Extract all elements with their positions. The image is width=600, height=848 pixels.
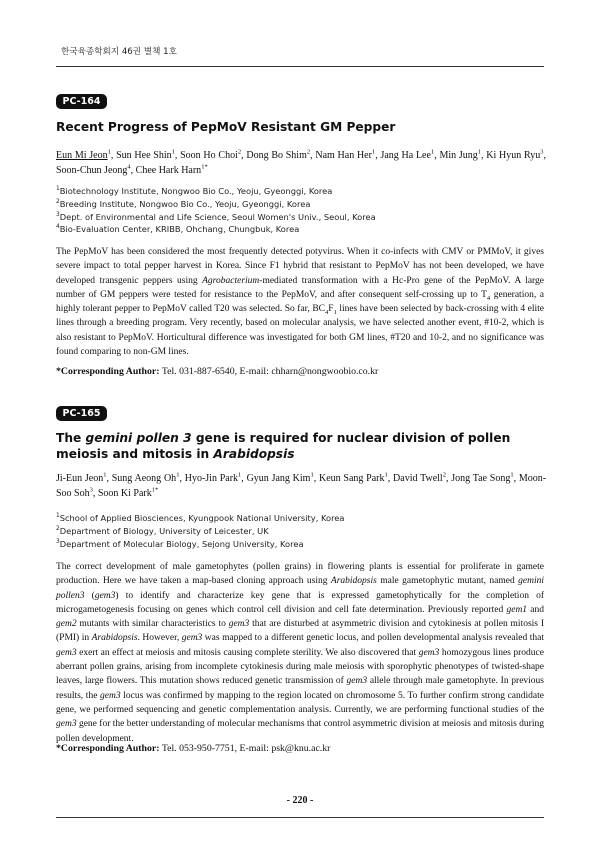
affiliation-marker: 1	[103, 471, 107, 479]
abstract-body	[56, 560, 544, 746]
affiliation-number: 3	[56, 211, 60, 218]
author-name: Dong Bo Shim	[246, 150, 307, 161]
italic-term: gem1	[506, 604, 528, 615]
abstract-code-badge: PC-165	[56, 406, 107, 421]
italic-term: gem3	[56, 719, 77, 730]
subscript: 4	[486, 294, 491, 302]
affiliation-marker: 3	[540, 148, 544, 156]
text-run: gene for the better understanding of molecular mechanisms that control asymmetric division at meiosis and mitosis during pollen development.	[56, 719, 544, 744]
author	[439, 150, 481, 161]
author	[56, 150, 111, 161]
italic-term: gem3	[346, 676, 368, 687]
corresponding-label: *Corresponding Author:	[56, 743, 160, 754]
text-run: F	[328, 304, 334, 315]
author	[247, 473, 314, 484]
italic-term: gem2	[56, 619, 77, 630]
italic-term: gemini pollen3	[56, 576, 544, 601]
text-run: was mapped to a different genetic locus, and pollen developmental analysis revealed that	[202, 633, 544, 644]
author	[319, 473, 388, 484]
author	[180, 150, 241, 161]
italic-term: gemini pollen 3	[85, 431, 192, 445]
corresponding-label: *Corresponding Author:	[56, 366, 160, 377]
author	[56, 473, 106, 484]
author-name: Nam Han Her	[315, 150, 372, 161]
text-run: The	[56, 431, 86, 445]
subscript: 4	[325, 309, 329, 317]
affiliation-marker: 2	[237, 148, 242, 156]
italic-term: gem3	[228, 619, 250, 630]
affiliation-text: Biotechnology Institute, Nongwoo Bio Co., Yeoju, Gyeonggi, Korea	[59, 186, 333, 196]
author-name: Eun Mi Jeon	[56, 150, 108, 161]
author-name: Jong Tae Song	[451, 473, 511, 484]
author-list: Ji-Eun Jeon$^1$, Sung Aeong Oh$^1$, Hyo-Jin Park$^1$, Gyun Jang Kim$^1$, Keun Sang Park$^1$, David Twell$^2$, Jong Tae Song$^1$, Moon-Soo Soh$^3$, Soon Ki Park$^{1*}$	[56, 471, 547, 499]
text-run: homozygous lines produce aberrant pollen grains, arising from incomplete cytokinesis during male meiosis with sporophytic phenotypes of twisted-shape leaves, large flowers. This mutation shows reduced genetic transmission of	[56, 647, 544, 687]
text-run: male gametophytic mutant, named	[376, 576, 519, 587]
affiliation-marker: 1	[371, 148, 376, 156]
affiliation-marker: 3	[89, 486, 93, 494]
affiliation-marker: 1	[510, 471, 514, 479]
affiliation-marker: 1*	[151, 486, 159, 494]
text-run: that are disturbed at asymmetric division and cytokinesis at pollen mitosis I (PMI) in	[56, 619, 544, 644]
author-name: Soon Ki Park	[97, 488, 152, 499]
author-name: Ji-Eun Jeon	[56, 473, 104, 484]
text-run: -mediated transformation with a Hc-Pro gene of the PepMoV. A large number of GM peppers were tested for resistance to the PepMoV, and after consequent self-crossing up to T	[56, 275, 544, 300]
italic-term: gem3	[56, 647, 77, 658]
italic-term: gem3	[94, 590, 116, 601]
author-name: Ki Hyun Ryu	[486, 150, 541, 161]
footer-divider	[56, 817, 544, 818]
author	[315, 150, 375, 161]
affiliation-marker: 4	[127, 163, 131, 171]
affiliation-text: Department of Molecular Biology, Sejong University, Korea	[59, 538, 304, 549]
header-divider	[56, 66, 544, 67]
affiliation-marker: 1	[176, 471, 180, 479]
text-run: lines have been selected by back-crossing with 4 elite lines through a breeding program. Very recently, based on molecular analysis, we have selected another event, #10-2, which is also resistant to PepMoV. Horticultural difference was investigated for both GM lines, #T20 and 10-2, and no significance was found comparing to non-GM lines.	[56, 304, 544, 358]
affiliation-marker: 1	[384, 471, 388, 479]
author	[486, 150, 543, 161]
author-name: Soon-Chun Jeong	[56, 165, 128, 176]
author	[112, 473, 180, 484]
affiliation-marker: 1	[238, 471, 242, 479]
text-run: ) to identify and characterize key gene that is expressed gametophytically for the completion of microgametogenesis focusing on genes which control cell division and cell fate determination. Previously reported	[56, 590, 544, 615]
abstract-title	[56, 430, 544, 462]
text-run: . However,	[137, 633, 182, 644]
author-name: Sung Aeong Oh	[111, 473, 177, 484]
author	[380, 150, 434, 161]
affiliation-line	[56, 525, 544, 538]
italic-term: gem3	[181, 633, 203, 644]
affiliation-marker: 1*	[201, 163, 208, 171]
text-run: mutants with similar characteristics to	[76, 619, 229, 630]
author-name: David Twell	[393, 473, 443, 484]
abstract-title: Recent Progress of PepMoV Resistant GM Pepper	[56, 120, 396, 134]
affiliation-number: 3	[56, 538, 60, 545]
italic-term: Arabidopsis	[213, 447, 295, 461]
affiliation-text: Bio-Evaluation Center, KRIBB, Ohchang, Chungbuk, Korea	[59, 224, 300, 235]
affiliation-list	[56, 185, 544, 236]
author-name: Hyo-Jin Park	[184, 473, 239, 484]
corresponding-author	[56, 366, 378, 377]
text-run: The PepMoV has been considered the most frequently detected potyvirus. When it co-infects with CMV or PMMoV, it gives severe impact to total pepper harvest in Korea. Since F1 hybrid that resistant to PepMoV has not been developed, we have developed transgenic peppers using	[56, 247, 544, 286]
author-name: Gyun Jang Kim	[246, 473, 311, 484]
corresponding-contact: Tel. 053-950-7751, E-mail: psk@knu.ac.kr	[161, 743, 331, 754]
author	[451, 473, 513, 484]
affiliation-line	[56, 198, 544, 211]
affiliation-text: School of Applied Biosciences, Kyungpook National University, Korea	[59, 513, 345, 523]
author	[246, 150, 310, 161]
corresponding-contact: Tel. 031-887-6540, E-mail: chharn@nongwoobio.co.kr	[161, 366, 379, 377]
affiliation-line	[56, 512, 544, 525]
author-list: Eun Mi Jeon$^1$, Sun Hee Shin$^1$, Soon Ho Choi$^2$, Dong Bo Shim$^2$, Nam Han Her$^1$, Jang Ha Lee$^1$, Min Jung$^1$, Ki Hyun Ryu$^3$, Soon-Chun Jeong$^4$, Chee Hark Harn$^{1*}$	[56, 148, 546, 176]
affiliation-line	[56, 211, 544, 224]
italic-term: Agrobacterium	[202, 275, 260, 286]
affiliation-number: 4	[56, 224, 60, 231]
affiliation-marker: 1	[477, 148, 481, 156]
author-name: Jang Ha Lee	[380, 150, 431, 161]
abstract-body	[56, 245, 544, 359]
affiliation-line	[56, 185, 544, 198]
text-run: The correct development of male gametophytes (pollen grains) in flowering plants is essential for proliferate in gamete production. Here we have taken a map-based cloning approach using	[56, 562, 544, 587]
affiliation-marker: 1	[107, 148, 111, 156]
subscript: 1	[333, 309, 337, 317]
author-name: Chee Hark Harn	[135, 165, 202, 176]
text-run: (	[84, 590, 95, 601]
author-name: Moon-Soo Soh	[56, 473, 547, 499]
affiliation-number: 2	[56, 526, 60, 533]
author	[56, 165, 131, 176]
affiliation-line	[56, 223, 544, 236]
affiliation-number: 1	[56, 186, 60, 193]
text-run: allele through male gametophyte. In previous results, the	[56, 676, 544, 701]
affiliation-marker: 1	[310, 471, 314, 479]
affiliation-marker: 2	[306, 148, 311, 156]
author	[393, 473, 446, 484]
text-run: gene is required for nuclear division of pollen meiosis and mitosis in	[56, 431, 511, 461]
author-name: Min Jung	[439, 150, 478, 161]
author	[185, 473, 242, 484]
page-number: - 220 -	[286, 795, 314, 806]
affiliation-marker: 2	[442, 471, 446, 479]
author-name: Sun Hee Shin	[116, 150, 172, 161]
author	[116, 150, 175, 161]
italic-term: Arabidopsis	[91, 633, 138, 644]
text-run: and	[527, 604, 544, 615]
affiliation-number: 2	[56, 199, 60, 206]
text-run: locus was confirmed by mapping to the region located on chromosome 5. To further confirm strong candidate gene, we performed sequencing and genetic complementation analysis. Currently, we are performing functional studies of the	[56, 690, 544, 715]
author-name: Soon Ho Choi	[180, 150, 238, 161]
affiliation-marker: 1	[430, 148, 435, 156]
text-run: generation, a highly tolerant pepper to PepMoV called T20 was selected. So far, BC	[56, 289, 544, 315]
author	[136, 165, 208, 176]
italic-term: Arabidopsis	[330, 576, 377, 587]
author	[98, 488, 158, 499]
affiliation-marker: 1	[171, 148, 175, 156]
abstract-code-badge: PC-164	[56, 94, 107, 109]
affiliation-line	[56, 538, 544, 551]
affiliation-number: 1	[56, 513, 60, 520]
text-run: exert an effect at meiosis and mitosis causing complete sterility. We also discovered that	[76, 647, 419, 658]
journal-header: 한국육종학회지 46권 별책 1호	[61, 47, 177, 57]
affiliation-text: Dept. of Environmental and Life Science, Seoul Women's Univ., Seoul, Korea	[59, 211, 376, 222]
affiliation-text: Breeding Institute, Nongwoo Bio Co., Yeoju, Gyeonggi, Korea	[59, 198, 311, 209]
italic-term: gem3	[100, 690, 121, 701]
affiliation-text: Department of Biology, University of Leicester, UK	[59, 525, 269, 536]
corresponding-author	[56, 743, 330, 754]
italic-term: gem3	[418, 647, 440, 658]
affiliation-list	[56, 512, 544, 550]
author-name: Keun Sang Park	[318, 473, 385, 484]
